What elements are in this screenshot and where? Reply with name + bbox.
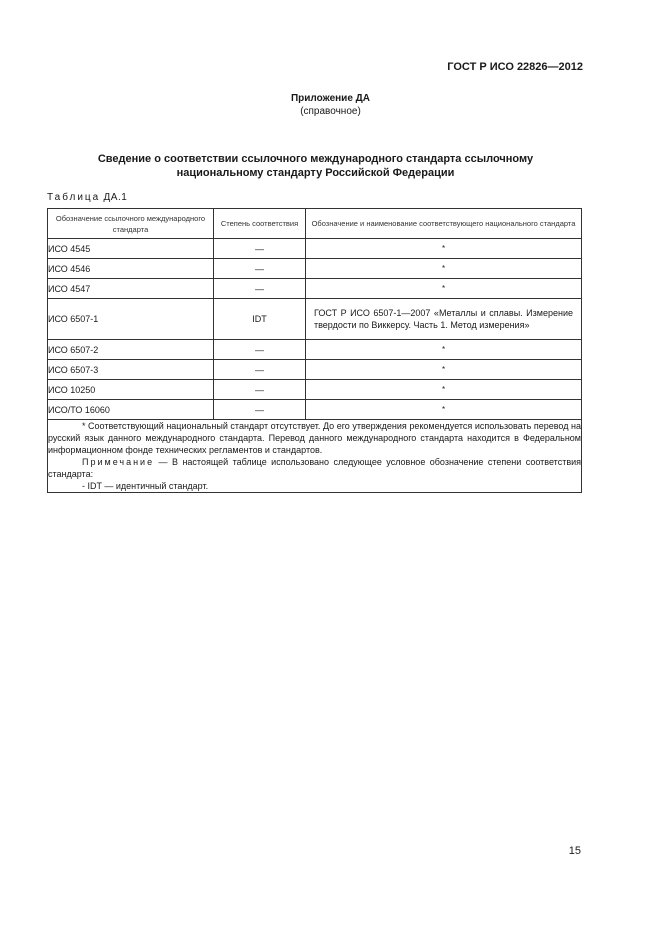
table-footnote-cell bbox=[48, 420, 582, 493]
cell-reference: ИСО 6507-2 bbox=[48, 340, 214, 360]
note-paragraph bbox=[48, 456, 581, 480]
cell-degree: IDT bbox=[214, 299, 306, 340]
cell-national: * bbox=[306, 259, 582, 279]
cell-reference: ИСО 6507-1 bbox=[48, 299, 214, 340]
cell-reference: ИСО 4546 bbox=[48, 259, 214, 279]
table-row bbox=[48, 239, 582, 259]
appendix-heading bbox=[0, 92, 661, 118]
cell-degree: — bbox=[214, 360, 306, 380]
cell-national: ГОСТ Р ИСО 6507-1—2007 «Металлы и сплавы. Измерение твердости по Виккерсу. Часть 1. Метод измерения» bbox=[306, 299, 582, 340]
table-row bbox=[48, 299, 582, 340]
section-heading: Сведение о соответствии ссылочного международного стандарта ссылочному национальному стандарту Российской Федерации bbox=[97, 153, 534, 179]
cell-reference: ИСО 6507-3 bbox=[48, 360, 214, 380]
cell-national: * bbox=[306, 239, 582, 259]
table-footer-row bbox=[48, 420, 582, 493]
note-item: - IDT — идентичный стандарт. bbox=[82, 481, 209, 491]
cell-degree: — bbox=[214, 279, 306, 299]
table-label-number: ДА.1 bbox=[103, 192, 128, 203]
document-code: ГОСТ Р ИСО 22826—2012 bbox=[447, 61, 583, 73]
cell-degree: — bbox=[214, 259, 306, 279]
appendix-subtitle: (справочное) bbox=[300, 106, 361, 117]
note-label: Примечание bbox=[82, 457, 155, 467]
table-row bbox=[48, 400, 582, 420]
column-header-degree: Степень соответствия bbox=[214, 209, 306, 239]
cell-reference: ИСО 10250 bbox=[48, 380, 214, 400]
table-row bbox=[48, 340, 582, 360]
table-label-word: Таблица bbox=[47, 192, 101, 203]
cell-reference: ИСО 4547 bbox=[48, 279, 214, 299]
cell-national: * bbox=[306, 340, 582, 360]
cell-degree: — bbox=[214, 340, 306, 360]
correspondence-table bbox=[47, 208, 582, 493]
cell-reference: ИСО 4545 bbox=[48, 239, 214, 259]
column-header-national: Обозначение и наименование соответствующего национального стандарта bbox=[306, 209, 582, 239]
table-row bbox=[48, 259, 582, 279]
table-label bbox=[47, 192, 127, 203]
note-text: — В настоящей таблице использовано следующее условное обозначение степени соответствия стандарта: bbox=[48, 457, 581, 479]
footnote-text: * Соответствующий национальный стандарт отсутствует. До его утверждения рекомендуется использовать перевод на русский язык данного международного стандарта. Перевод данного международного стандарта находится в Федеральном информационном фонде технических регламентов и стандартов. bbox=[48, 421, 581, 455]
table-row bbox=[48, 279, 582, 299]
column-header-reference: Обозначение ссылочного международного стандарта bbox=[48, 209, 214, 239]
table-row bbox=[48, 380, 582, 400]
cell-national: * bbox=[306, 400, 582, 420]
cell-national: * bbox=[306, 279, 582, 299]
cell-degree: — bbox=[214, 380, 306, 400]
cell-degree: — bbox=[214, 400, 306, 420]
cell-national: * bbox=[306, 360, 582, 380]
page-number: 15 bbox=[568, 845, 581, 857]
cell-national: * bbox=[306, 380, 582, 400]
cell-degree: — bbox=[214, 239, 306, 259]
appendix-title: Приложение ДА bbox=[290, 93, 371, 104]
table-row bbox=[48, 360, 582, 380]
cell-reference: ИСО/ТО 16060 bbox=[48, 400, 214, 420]
table-header-row bbox=[48, 209, 582, 239]
